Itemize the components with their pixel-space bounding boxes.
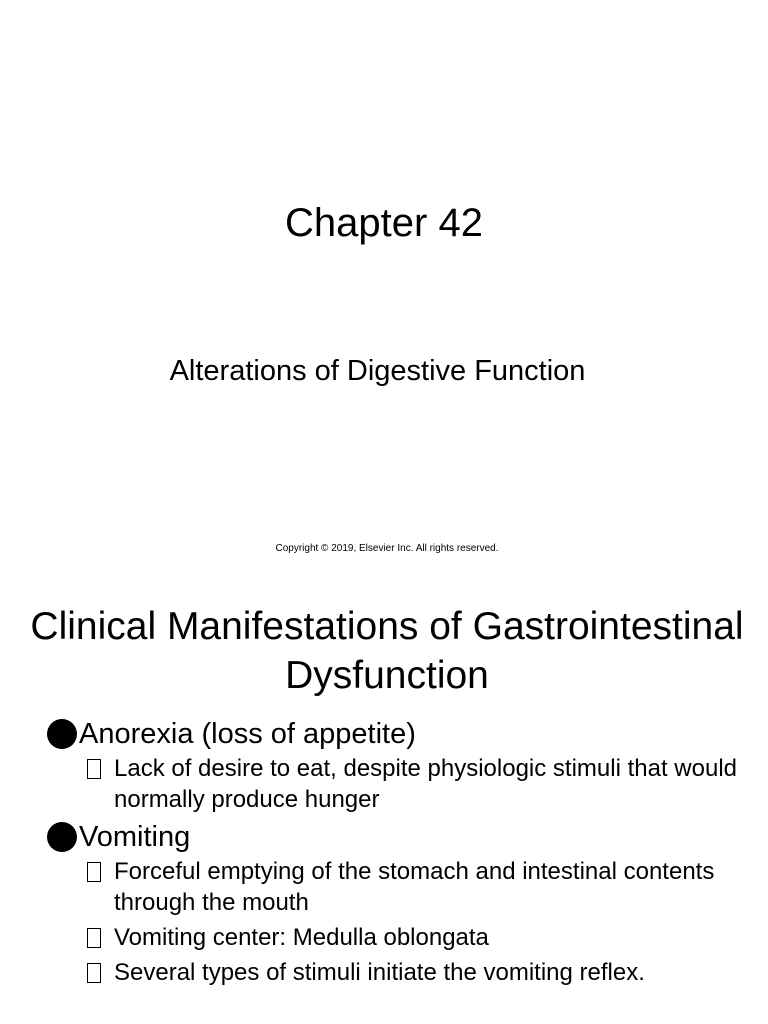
sub-item-text: Several types of stimuli initiate the vomiting reflex.: [114, 959, 645, 986]
bullet-row: [47, 716, 747, 752]
sub-list: [47, 856, 747, 988]
sub-item-text: Vomiting center: Medulla oblongata: [114, 924, 489, 951]
sub-item: [47, 922, 747, 953]
bullet-list: [47, 716, 747, 992]
bullet-item-anorexia: [47, 716, 747, 815]
bullet-dot-icon: [47, 822, 77, 852]
sub-item-text: Lack of desire to eat, despite physiologic stimuli that would normally produce hunger: [114, 755, 738, 813]
sub-list: [47, 753, 747, 815]
copyright-notice: Copyright © 2019, Elsevier Inc. All rights reserved.: [275, 543, 499, 554]
missing-glyph-icon: [87, 862, 101, 882]
chapter-title: Chapter 42: [285, 201, 483, 245]
sub-item-text: Forceful emptying of the stomach and intestinal contents through the mouth: [114, 858, 715, 916]
slide-title: Clinical Manifestations of Gastrointestinal Dysfunction: [30, 605, 744, 697]
chapter-subtitle: Alterations of Digestive Function: [169, 355, 586, 387]
sub-item: [47, 753, 747, 815]
bullet-text: Vomiting: [79, 821, 191, 853]
bullet-item-vomiting: [47, 819, 747, 988]
missing-glyph-icon: [87, 928, 101, 948]
missing-glyph-icon: [87, 963, 101, 983]
bullet-row: [47, 819, 747, 855]
sub-item: [47, 856, 747, 918]
sub-item: [47, 957, 747, 988]
bullet-dot-icon: [47, 719, 77, 749]
missing-glyph-icon: [87, 759, 101, 779]
bullet-text: Anorexia (loss of appetite): [79, 718, 416, 750]
